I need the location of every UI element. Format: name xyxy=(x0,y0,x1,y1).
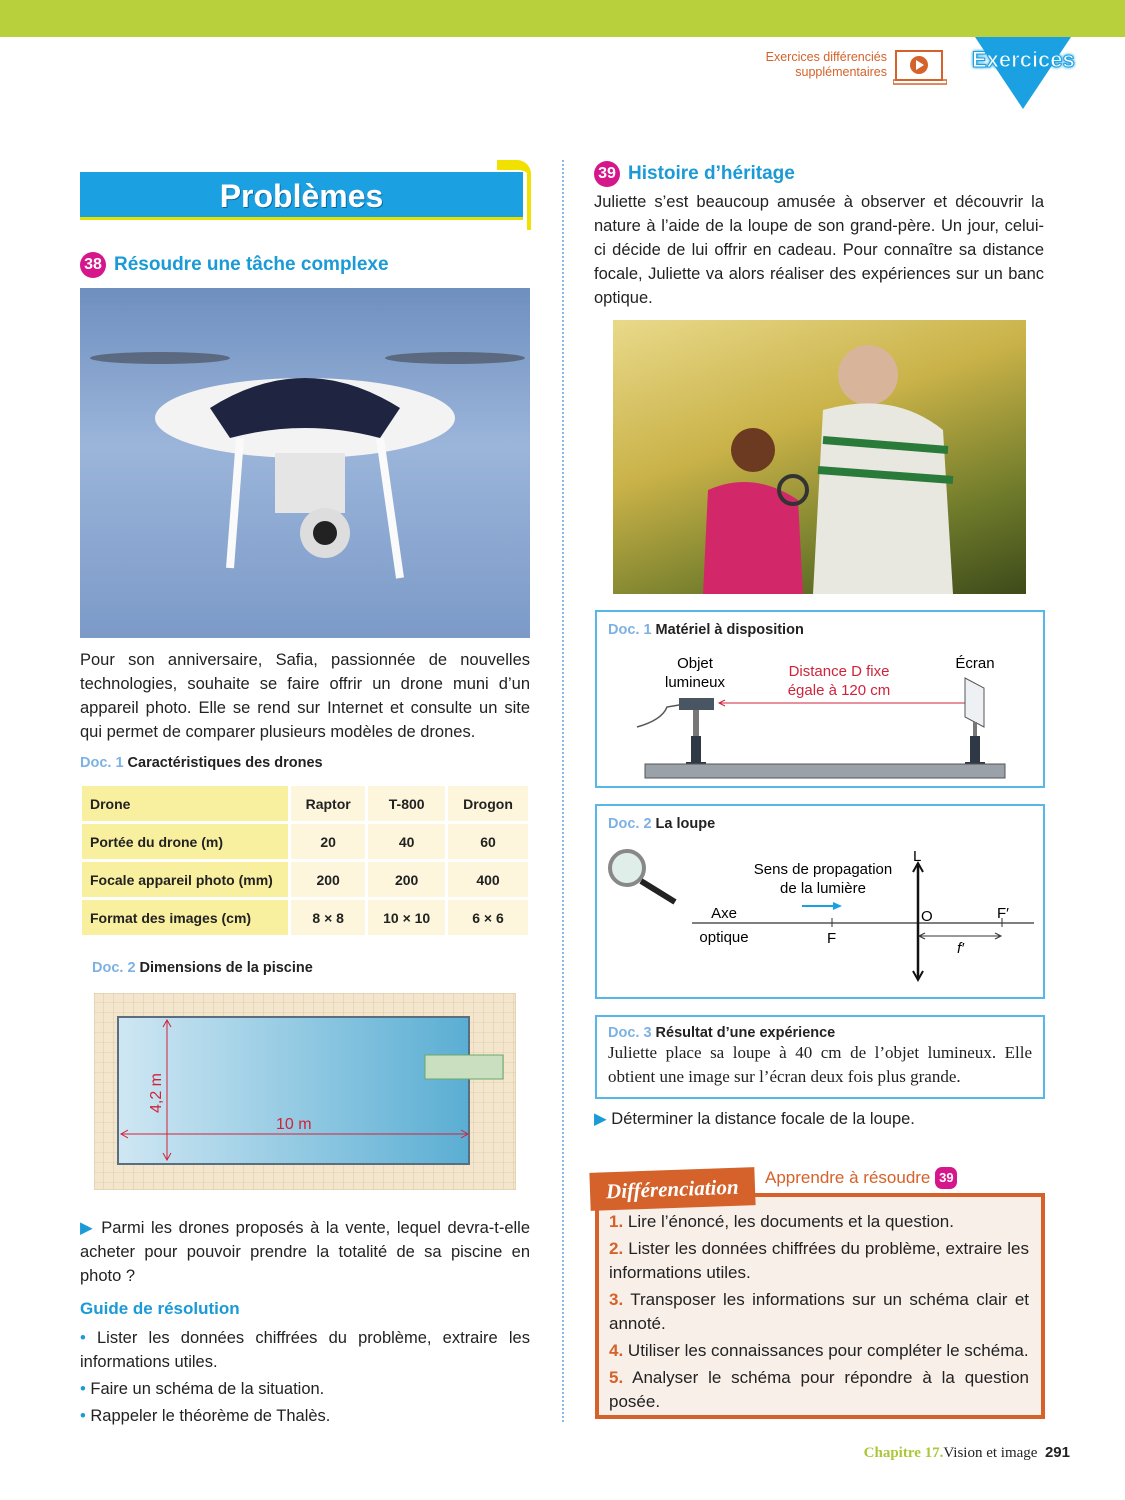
pool-length-label: 10 m xyxy=(276,1116,312,1133)
doc-title: Caractéristiques des drones xyxy=(127,755,323,771)
step-text: Utiliser les connaissances pour compléter le schéma. xyxy=(627,1341,1029,1360)
doc1-title xyxy=(80,755,323,771)
table-header: Drogon xyxy=(448,786,528,821)
drone-image xyxy=(80,288,530,638)
step-item xyxy=(609,1237,1029,1285)
guide-item: • Rappeler le théorème de Thalès. xyxy=(80,1407,331,1425)
distance-label: égale à 120 cm xyxy=(787,682,891,699)
problems-banner xyxy=(80,172,523,220)
step-item xyxy=(609,1210,1029,1234)
propagation-label: Sens de propagation xyxy=(753,861,893,878)
center-label: O xyxy=(921,908,933,925)
focal-length-label: f′ xyxy=(957,940,964,957)
exercise-title: Résoudre une tâche complexe xyxy=(114,254,389,275)
doc1-material-box xyxy=(595,610,1045,788)
light-direction-arrow-icon xyxy=(802,902,842,910)
table-cell: 200 xyxy=(291,862,365,897)
image-focus-label: F′ xyxy=(997,905,1009,922)
doc3-text: Juliette place sa loupe à 40 cm de l’objet lumineux. Elle obtient une image sur l’écran deux fois plus grande. xyxy=(608,1043,1032,1086)
table-cell: 10 × 10 xyxy=(368,900,445,935)
optical-bench-diagram xyxy=(597,612,1043,786)
step-number: 1. xyxy=(609,1212,624,1231)
question-text: Déterminer la distance focale de la loupe. xyxy=(611,1110,915,1128)
banner-title: Problèmes xyxy=(219,178,384,214)
differentiation-tag xyxy=(589,1167,755,1211)
guide-item: • Faire un schéma de la situation. xyxy=(80,1380,325,1398)
guide-text: Faire un schéma de la situation. xyxy=(90,1380,325,1398)
step-text: Lister les données chiffrées du problème, extraire les informations utiles. xyxy=(609,1239,1029,1282)
chapter-label: Chapitre 17. xyxy=(863,1445,944,1461)
step-number: 2. xyxy=(609,1239,624,1258)
table-cell: 20 xyxy=(291,824,365,859)
step-item xyxy=(609,1339,1029,1363)
doc-label: Doc. 3 xyxy=(608,1025,652,1041)
doc3-title xyxy=(608,1025,1032,1041)
link-number: 39 xyxy=(935,1167,957,1189)
table-header: Drone xyxy=(82,786,288,821)
axis-label: optique xyxy=(699,929,749,946)
doc2-title xyxy=(92,960,313,976)
doc-label: Doc. 2 xyxy=(608,816,652,832)
doc-label: Doc. 1 xyxy=(80,755,124,771)
step-text: Transposer les informations sur un schéma clair et annoté. xyxy=(609,1290,1029,1333)
step-number: 5. xyxy=(609,1368,624,1387)
table-row xyxy=(82,900,528,935)
table-row xyxy=(82,862,528,897)
step-number: 4. xyxy=(609,1341,624,1360)
step-item xyxy=(609,1366,1029,1414)
exercise-39-intro: Juliette s’est beaucoup amusée à observer et découvrir la nature à l’aide de la loupe de son grand-père. Un jour, celui-ci décide de lui offrir en cadeau. Pour connaître sa distance focale, Juliette va alors réaliser des expériences sur un banc optique. xyxy=(594,193,1044,307)
table-header: T-800 xyxy=(368,786,445,821)
pool-width-label: 4,2 m xyxy=(148,1072,165,1113)
pool-diagram xyxy=(94,993,516,1190)
lens-label: L xyxy=(913,848,922,865)
differentiation-label: Différenciation xyxy=(605,1174,739,1204)
guide-text: Rappeler le théorème de Thalès. xyxy=(90,1407,331,1425)
doc3-result-box xyxy=(595,1015,1045,1099)
top-color-bar xyxy=(0,0,1125,37)
doc-label: Doc. 1 xyxy=(608,622,652,638)
screen-label: Écran xyxy=(955,655,995,672)
exercise-38-question xyxy=(80,1216,530,1288)
drone-photo xyxy=(80,288,530,638)
table-header-row xyxy=(82,786,528,821)
doc-label: Doc. 2 xyxy=(92,960,136,976)
doc-title: Résultat d’une expérience xyxy=(655,1025,836,1041)
step-number: 3. xyxy=(609,1290,624,1309)
extra-line1: Exercices différenciés xyxy=(765,50,887,64)
section-label: Exercices xyxy=(972,47,1075,72)
distance-label: Distance D fixe xyxy=(788,663,890,680)
doc-title: Dimensions de la piscine xyxy=(139,960,313,976)
question-text: Parmi les drones proposés à la vente, lequel devra-t-elle acheter pour pouvoir prendre la totalité de sa piscine en photo ? xyxy=(80,1219,531,1285)
guide-text: Lister les données chiffrées du problème, extraire les informations utiles. xyxy=(80,1329,530,1371)
propagation-label: de la lumière xyxy=(780,880,866,897)
page-number: 291 xyxy=(1044,1444,1070,1461)
exercise-39-heading xyxy=(594,161,795,187)
learn-to-solve-link[interactable] xyxy=(765,1167,957,1189)
column-divider xyxy=(562,160,564,1422)
table-cell: 400 xyxy=(448,862,528,897)
people-image xyxy=(613,320,1026,594)
guide-list xyxy=(80,1326,530,1428)
page-footer xyxy=(864,1444,1070,1462)
step-item xyxy=(609,1288,1029,1336)
exercise-38-heading xyxy=(80,252,389,278)
triangle-bullet-icon: ▶ xyxy=(594,1110,607,1128)
exercise-number: 38 xyxy=(80,252,106,278)
table-cell: Portée du drone (m) xyxy=(82,824,288,859)
grandfather-photo xyxy=(613,320,1026,594)
table-cell: 40 xyxy=(368,824,445,859)
table-row xyxy=(82,824,528,859)
table-cell: 8 × 8 xyxy=(291,900,365,935)
step-text: Lire l’énoncé, les documents et la question. xyxy=(627,1212,954,1231)
object-label: Objet xyxy=(677,655,713,672)
table-header: Raptor xyxy=(291,786,365,821)
table-cell: 200 xyxy=(368,862,445,897)
laptop-video-icon[interactable] xyxy=(893,49,947,85)
focus-label: F xyxy=(827,930,837,947)
drones-table xyxy=(79,783,531,938)
exercise-number: 39 xyxy=(594,161,620,187)
guide-title: Guide de résolution xyxy=(80,1299,240,1318)
extra-line2: supplémentaires xyxy=(795,65,887,79)
exercise-38-intro: Pour son anniversaire, Safia, passionnée de nouvelles technologies, souhaite se faire offrir un drone muni d’un appareil photo. Elle se rend sur Internet et consulte un site qui permet de comparer plusieurs modèles de drones. xyxy=(80,651,530,741)
differentiation-steps xyxy=(609,1210,1029,1414)
triangle-bullet-icon: ▶ xyxy=(80,1219,95,1237)
table-cell: 60 xyxy=(448,824,528,859)
lens-diagram xyxy=(597,806,1043,997)
doc2-lens-box xyxy=(595,804,1045,999)
object-label: lumineux xyxy=(664,674,726,691)
doc-title: Matériel à disposition xyxy=(655,622,804,638)
step-text: Analyser le schéma pour répondre à la question posée. xyxy=(609,1368,1029,1411)
link-text: Apprendre à résoudre xyxy=(765,1168,931,1187)
extra-exercises-link[interactable] xyxy=(766,50,887,80)
table-cell: 6 × 6 xyxy=(448,900,528,935)
chapter-title: Vision et image xyxy=(943,1445,1038,1461)
guide-item: • Lister les données chiffrées du problème, extraire les informations utiles. xyxy=(80,1329,530,1371)
magnifier-icon xyxy=(610,851,675,902)
doc-title: La loupe xyxy=(655,816,716,832)
axis-label: Axe xyxy=(711,905,737,922)
exercise-title: Histoire d’héritage xyxy=(628,163,795,184)
table-cell: Format des images (cm) xyxy=(82,900,288,935)
table-cell: Focale appareil photo (mm) xyxy=(82,862,288,897)
exercise-39-question xyxy=(594,1107,1044,1131)
